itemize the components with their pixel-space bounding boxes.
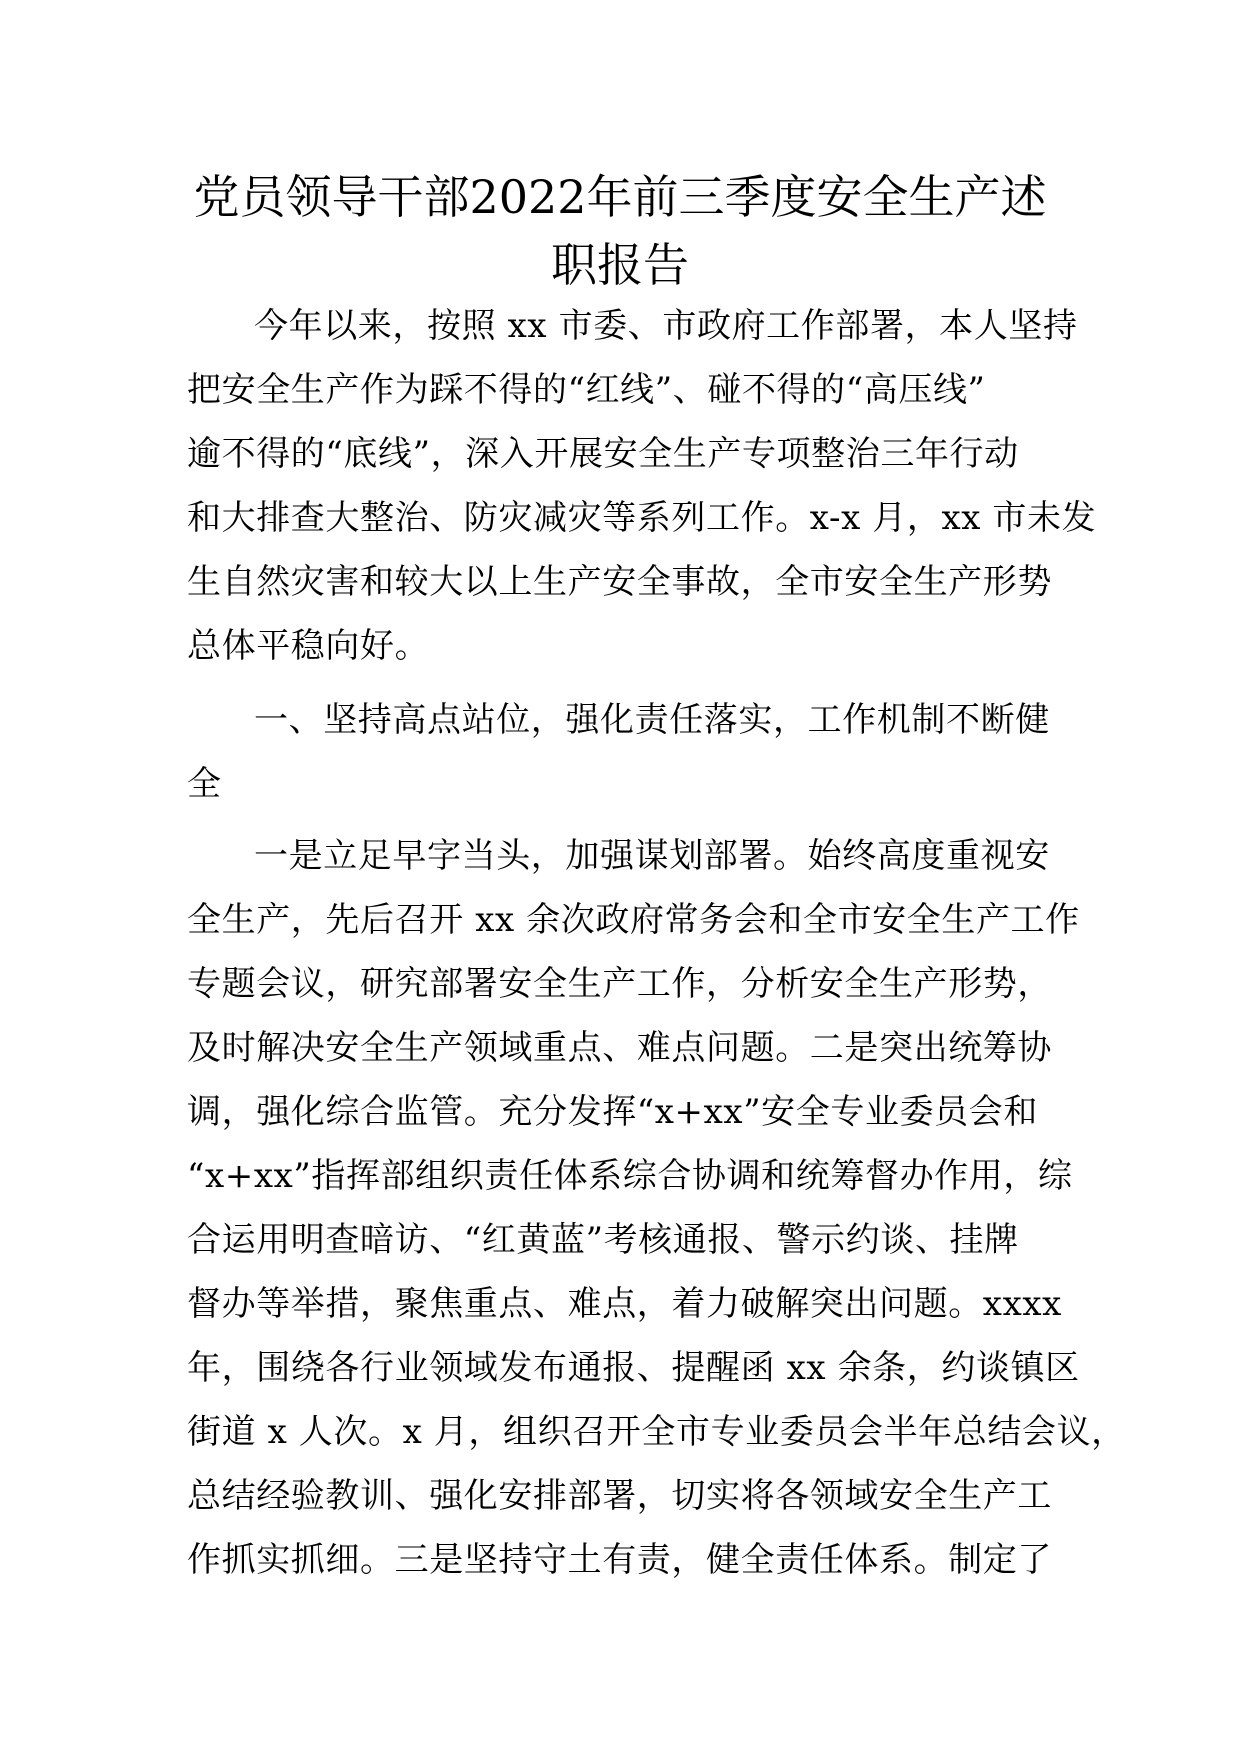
body-line: 全生产，先后召开 xx 余次政府常务会和全市安全生产工作	[187, 900, 1080, 940]
body-line: “x+xx”指挥部组织责任体系综合协调和统筹督办作用，综	[187, 1156, 1073, 1196]
body-line: 总体平稳向好。	[187, 626, 430, 666]
document-title-line-2: 职报告	[551, 238, 689, 292]
body-line: 总结经验教训、强化安排部署，切实将各领域安全生产工	[187, 1476, 1052, 1516]
body-line: 合运用明查暗访、“红黄蓝”考核通报、警示约谈、挂牌	[187, 1220, 1019, 1260]
section-heading-line: 全	[187, 764, 222, 804]
body-line: 督办等举措，聚焦重点、难点，着力破解突出问题。xxxx	[187, 1284, 1062, 1324]
body-line: 和大排查大整治、防灾减灾等系列工作。x-x 月，xx 市未发	[187, 498, 1097, 538]
body-line: 街道 x 人次。x 月，组织召开全市专业委员会半年总结会议，	[187, 1412, 1126, 1452]
body-line: 调，强化综合监管。充分发挥“x+xx”安全专业委员会和	[187, 1092, 1038, 1132]
body-line: 把安全生产作为踩不得的“红线”、碰不得的“高压线”	[187, 370, 986, 410]
body-line: 及时解决安全生产领域重点、难点问题。二是突出统筹协	[187, 1028, 1052, 1068]
section-heading-line: 一、坚持高点站位，强化责任落实，工作机制不断健	[254, 700, 1050, 740]
body-line: 年，围绕各行业领域发布通报、提醒函 xx 余条，约谈镇区	[187, 1348, 1080, 1388]
body-line: 作抓实抓细。三是坚持守土有责，健全责任体系。制定了	[187, 1540, 1052, 1580]
body-line: 一是立足早字当头，加强谋划部署。始终高度重视安	[254, 836, 1050, 876]
document-title-line-1: 党员领导干部2022年前三季度安全生产述	[193, 170, 1047, 224]
body-line: 专题会议，研究部署安全生产工作，分析安全生产形势，	[187, 964, 1052, 1004]
body-line: 今年以来，按照 xx 市委、市政府工作部署，本人坚持	[254, 306, 1078, 346]
body-line: 逾不得的“底线”，深入开展安全生产专项整治三年行动	[187, 434, 1019, 474]
body-line: 生自然灾害和较大以上生产安全事故，全市安全生产形势	[187, 562, 1052, 602]
